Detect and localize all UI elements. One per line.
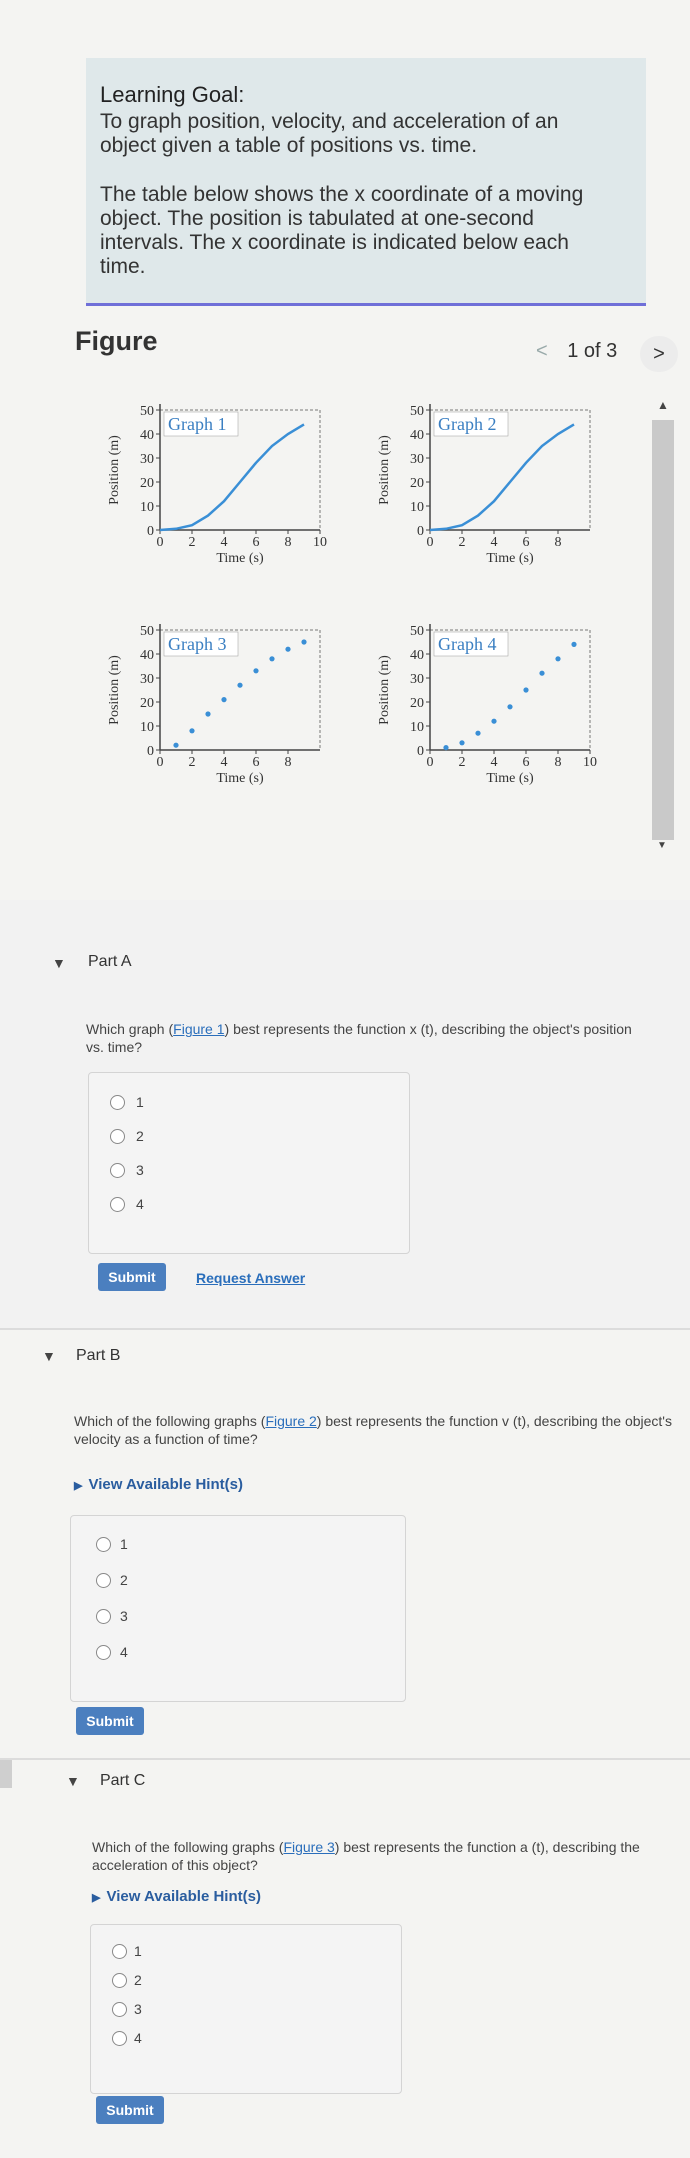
prev-figure-icon[interactable]: < (536, 340, 548, 362)
scroll-down-icon[interactable]: ▼ (657, 840, 667, 851)
y-tick-label: 30 (410, 452, 424, 467)
radio-icon[interactable] (112, 2031, 127, 2046)
y-tick-label: 20 (410, 476, 424, 491)
y-tick-label: 50 (410, 624, 424, 639)
y-tick-label: 40 (140, 428, 154, 443)
part-b-title: Part B (76, 1347, 121, 1364)
radio-icon[interactable] (112, 1944, 127, 1959)
x-tick-label: 4 (490, 755, 498, 770)
scroll-up-icon[interactable]: ▲ (657, 398, 669, 412)
part-b-question: Which of the following graphs (Figure 2) best represents the function v (t), describing the object's velocity as a function of time? (74, 1413, 672, 1447)
x-tick-label: 8 (554, 755, 562, 770)
y-axis-label: Position (m) (107, 655, 122, 725)
left-edge-marker (0, 1760, 12, 1788)
y-tick-label: 20 (140, 696, 154, 711)
radio-icon[interactable] (110, 1197, 125, 1212)
radio-icon[interactable] (112, 2002, 127, 2017)
x-tick-label: 6 (522, 755, 530, 770)
data-curve (430, 424, 574, 530)
y-tick-label: 10 (410, 500, 424, 515)
x-axis-label: Time (s) (486, 771, 534, 786)
part-divider (0, 1328, 690, 1330)
part-c-hints-toggle[interactable]: ▶ View Available Hint(s) (92, 1888, 261, 1905)
learning-goal-text: To graph position, velocity, and acceleration of an object given a table of positions vs. time. (100, 110, 559, 157)
figure-label: Figure (75, 326, 158, 356)
x-tick-label: 6 (252, 535, 260, 550)
x-tick-label: 10 (583, 755, 597, 770)
y-tick-label: 30 (410, 672, 424, 687)
part-b-figure-link[interactable]: Figure 2 (265, 1413, 317, 1429)
y-tick-label: 0 (147, 524, 154, 539)
y-axis-label: Position (m) (107, 435, 122, 505)
data-point (285, 647, 290, 652)
y-tick-label: 10 (140, 500, 154, 515)
part-c-submit-button[interactable]: Submit (96, 2096, 164, 2124)
radio-icon[interactable] (110, 1129, 125, 1144)
part-a-title: Part A (88, 953, 132, 970)
data-point (301, 639, 306, 644)
figure-scrollbar[interactable] (652, 420, 674, 840)
part-b-submit-button[interactable]: Submit (76, 1707, 144, 1735)
data-curve (160, 424, 304, 530)
y-tick-label: 40 (140, 648, 154, 663)
x-tick-label: 10 (313, 535, 327, 550)
next-figure-button[interactable]: > (640, 336, 678, 372)
part-a-request-answer-link[interactable]: Request Answer (196, 1270, 306, 1286)
radio-icon[interactable] (96, 1609, 111, 1624)
data-point (237, 683, 242, 688)
graph-title: Graph 4 (438, 634, 497, 654)
data-point (221, 697, 226, 702)
part-c-figure-link[interactable]: Figure 3 (283, 1839, 335, 1855)
radio-icon[interactable] (96, 1645, 111, 1660)
figure-page-indicator: 1 of 3 (567, 340, 618, 362)
part-a-figure-link[interactable]: Figure 1 (173, 1021, 225, 1037)
x-tick-label: 8 (554, 535, 562, 550)
y-tick-label: 30 (140, 672, 154, 687)
radio-icon[interactable] (96, 1573, 111, 1588)
y-tick-label: 50 (140, 404, 154, 419)
radio-icon[interactable] (96, 1537, 111, 1552)
x-tick-label: 0 (156, 535, 164, 550)
y-axis-label: Position (m) (377, 655, 392, 725)
graph-title: Graph 2 (438, 414, 497, 434)
data-point (443, 745, 448, 750)
y-tick-label: 20 (140, 476, 154, 491)
radio-icon[interactable] (110, 1095, 125, 1110)
x-axis-label: Time (s) (216, 771, 264, 786)
data-point (555, 656, 560, 661)
x-tick-label: 2 (458, 535, 466, 550)
x-tick-label: 6 (522, 535, 530, 550)
part-a-submit-button[interactable]: Submit (98, 1263, 166, 1291)
y-tick-label: 40 (410, 648, 424, 663)
part-c-title: Part C (100, 1772, 146, 1789)
y-tick-label: 0 (417, 744, 424, 759)
figure-pager (536, 340, 617, 363)
x-tick-label: 4 (490, 535, 498, 550)
table-description: The table below shows the x coordinate of a moving object. The position is tabulated at one-second intervals. The x coordinate is indicated below each time. (100, 183, 584, 278)
data-point (205, 711, 210, 716)
learning-goal-title: Learning Goal: (100, 82, 245, 107)
x-tick-label: 8 (284, 535, 292, 550)
data-point (491, 719, 496, 724)
expand-icon: ▶ (74, 1480, 83, 1492)
x-tick-label: 2 (188, 535, 196, 550)
x-tick-label: 2 (188, 755, 196, 770)
data-point (269, 656, 274, 661)
x-tick-label: 2 (458, 755, 466, 770)
data-point (459, 740, 464, 745)
x-tick-label: 0 (426, 755, 434, 770)
expand-icon: ▶ (92, 1892, 101, 1904)
data-point (507, 704, 512, 709)
radio-icon[interactable] (110, 1163, 125, 1178)
y-tick-label: 50 (140, 624, 154, 639)
graph-title: Graph 1 (168, 414, 227, 434)
y-tick-label: 10 (140, 720, 154, 735)
part-c-question: Which of the following graphs (Figure 3) best represents the function a (t), describing the acceleration of this object? (92, 1839, 640, 1873)
data-point (253, 668, 258, 673)
x-tick-label: 6 (252, 755, 260, 770)
data-point (571, 642, 576, 647)
radio-icon[interactable] (112, 1973, 127, 1988)
part-a-collapse-icon[interactable]: ▼ (52, 955, 66, 971)
figure-graphs (60, 380, 620, 840)
x-tick-label: 0 (426, 535, 434, 550)
y-tick-label: 30 (140, 452, 154, 467)
x-axis-label: Time (s) (486, 551, 534, 566)
x-tick-label: 4 (220, 755, 228, 770)
y-tick-label: 10 (410, 720, 424, 735)
y-axis-label: Position (m) (377, 435, 392, 505)
part-b-hints-toggle[interactable]: ▶ View Available Hint(s) (74, 1476, 243, 1493)
y-tick-label: 20 (410, 696, 424, 711)
data-point (173, 743, 178, 748)
part-b-collapse-icon[interactable]: ▼ (42, 1348, 56, 1364)
data-point (189, 728, 194, 733)
x-tick-label: 4 (220, 535, 228, 550)
y-tick-label: 0 (147, 744, 154, 759)
y-tick-label: 50 (410, 404, 424, 419)
x-axis-label: Time (s) (216, 551, 264, 566)
data-point (539, 671, 544, 676)
x-tick-label: 8 (284, 755, 292, 770)
y-tick-label: 40 (410, 428, 424, 443)
x-tick-label: 0 (156, 755, 164, 770)
part-divider (0, 1758, 690, 1760)
y-tick-label: 0 (417, 524, 424, 539)
graph-title: Graph 3 (168, 634, 227, 654)
part-c-collapse-icon[interactable]: ▼ (66, 1773, 80, 1789)
part-a-question: Which graph (Figure 1) best represents the function x (t), describing the object's position vs. time? (86, 1021, 632, 1055)
data-point (475, 731, 480, 736)
data-point (523, 687, 528, 692)
